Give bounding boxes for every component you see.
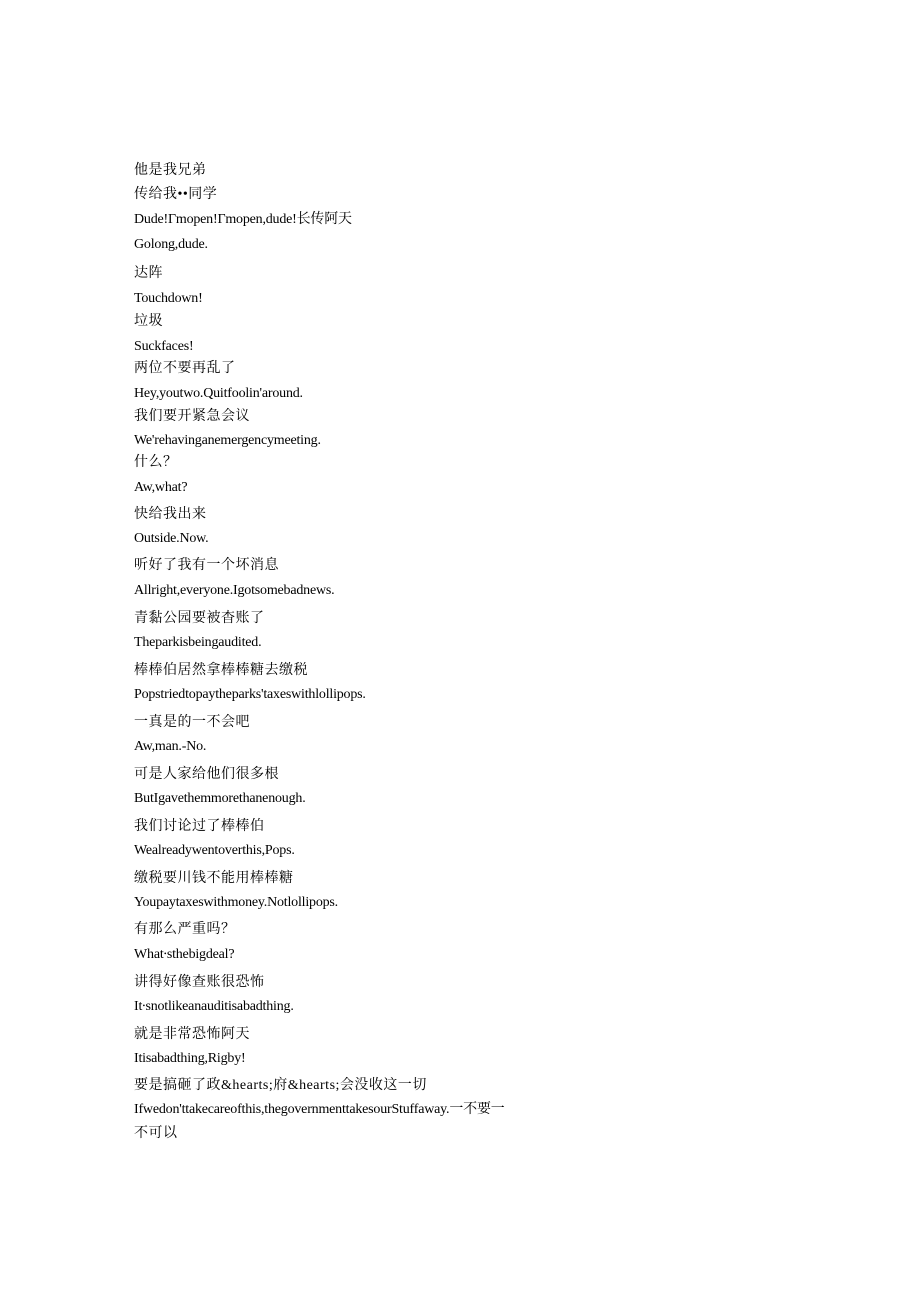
subtitle-line-34: It∙snotlikeanauditisabadthing.	[134, 999, 294, 1014]
subtitle-line-13: 什么？	[134, 455, 178, 470]
subtitle-line-29: 缴税要川钱不能用棒棒糖	[134, 871, 294, 886]
subtitle-line-24: Aw,man.-No.	[134, 739, 207, 754]
subtitle-line-23: 一真是的一不会吧	[134, 715, 250, 730]
subtitle-line-5: 达阵	[134, 266, 163, 281]
subtitle-line-7: 垃圾	[134, 314, 163, 329]
subtitle-line-2: 传给我••同学	[134, 187, 218, 202]
subtitle-line-28: Wealreadywentoverthis,Pops.	[134, 843, 295, 858]
subtitle-line-8: Suckfaces!	[134, 339, 194, 354]
subtitle-line-10: Hey,youtwo.Quitfoolin'around.	[134, 386, 303, 401]
subtitle-line-14: Aw,what?	[134, 480, 188, 495]
subtitle-line-6: Touchdown!	[134, 291, 203, 306]
subtitle-line-1: 他是我兄弟	[134, 163, 207, 178]
subtitle-line-19: 青黏公园要被杳账了	[134, 611, 265, 626]
subtitle-line-35: 就是非常恐怖阿天	[134, 1027, 250, 1042]
subtitle-line-32: What∙sthebigdeal?	[134, 947, 235, 962]
subtitle-line-25: 可是人家给他们很多根	[134, 767, 279, 782]
subtitle-line-30: Youpaytaxeswithmoney.Notlollipops.	[134, 895, 338, 910]
subtitle-line-33: 讲得好像查账很恐怖	[134, 975, 265, 990]
subtitle-line-31: 有那么严重吗？	[134, 922, 236, 937]
subtitle-line-18: Allright,everyone.Igotsomebadnews.	[134, 583, 335, 598]
subtitle-line-27: 我们讨论过了棒棒伯	[134, 819, 265, 834]
subtitle-line-16: Outside.Now.	[134, 531, 209, 546]
subtitle-line-3: Dude!Γmopen!Γmopen,dude!长传阿天	[134, 212, 352, 227]
subtitle-line-15: 快给我出来	[134, 507, 207, 522]
subtitle-line-21: 棒棒伯居然拿棒棒糖去缴税	[134, 663, 308, 678]
subtitle-line-36: Itisabadthing,Rigby!	[134, 1051, 246, 1066]
subtitle-line-17: 听好了我有一个坏消息	[134, 558, 279, 573]
subtitle-line-20: Theparkisbeingaudited.	[134, 635, 262, 650]
subtitle-line-11: 我们要开紧急会议	[134, 409, 250, 424]
subtitle-line-12: We'rehavinganemergencymeeting.	[134, 433, 321, 448]
subtitle-line-26: ButIgavethemmorethanenough.	[134, 791, 306, 806]
subtitle-line-38: Ifwedon'ttakecareofthis,thegovernmenttakesourStuffaway.一不要一	[134, 1102, 505, 1117]
subtitle-line-22: Popstriedtopaytheparks'taxeswithlollipops.	[134, 687, 366, 702]
subtitle-line-4: Golong,dude.	[134, 237, 208, 252]
subtitle-line-37: 要是搞砸了政&hearts;府&hearts;会没收这一切	[134, 1078, 427, 1093]
subtitle-line-9: 两位不要再乱了	[134, 361, 236, 376]
subtitle-line-39: 不可以	[134, 1126, 178, 1141]
